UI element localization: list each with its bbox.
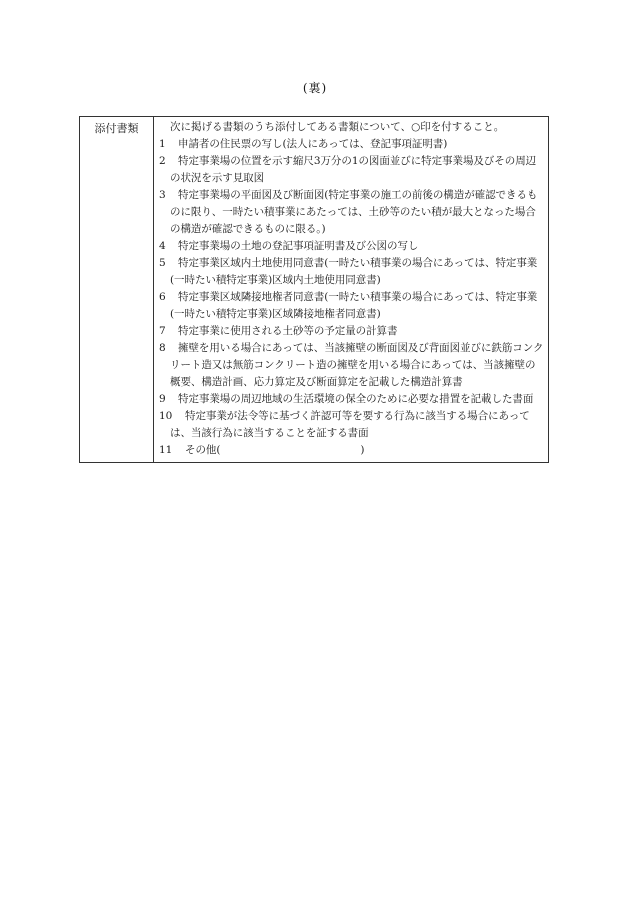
item-text: 特定事業場の周辺地域の生活環境の保全のために必要な措置を記載した書面 xyxy=(178,393,534,405)
item-number: 4 xyxy=(159,240,166,252)
attachment-item-11[interactable] xyxy=(159,442,545,459)
attachments-table xyxy=(79,116,549,463)
attachment-item-7[interactable] xyxy=(159,323,545,340)
item-text: 特定事業区域隣接地権者同意書(一時たい積事業の場合にあっては、特定事業(一時たい積特定事業)区域隣接地権者同意書) xyxy=(170,291,538,320)
item-text-other xyxy=(170,442,545,459)
item-text: 特定事業が法令等に基づく許認可等を要する行為に該当する場合にあっては、当該行為に該当することを証する書面 xyxy=(170,410,530,439)
attachments-label: 添付書類 xyxy=(80,117,154,463)
item-number: 7 xyxy=(159,325,166,337)
item-number: 11 xyxy=(159,444,173,456)
attachment-item-4[interactable] xyxy=(159,238,545,255)
item-number: 8 xyxy=(159,342,166,354)
attachment-item-6[interactable] xyxy=(159,289,545,323)
item-text: 特定事業場の土地の登記事項証明書及び公図の写し xyxy=(178,240,419,252)
item-number: 1 xyxy=(159,138,166,150)
item-number: 2 xyxy=(159,155,166,167)
other-close: ) xyxy=(360,444,365,456)
item-text: 特定事業区域内土地使用同意書(一時たい積事業の場合にあっては、特定事業(一時たい積特定事業)区域内土地使用同意書) xyxy=(170,257,538,286)
item-number: 6 xyxy=(159,291,166,303)
attachment-item-5[interactable] xyxy=(159,255,545,289)
attachment-item-1[interactable] xyxy=(159,136,545,153)
attachments-intro: 次に掲げる書類のうち添付してある書類について、○印を付すること。 xyxy=(170,121,505,133)
item-text: 特定事業場の平面図及び断面図(特定事業の施工の前後の構造が確認できるものに限り、一時たい積事業にあたっては、土砂等のたい積が最大となった場合の構造が確認できるものに限る。) xyxy=(170,189,538,235)
item-number: 5 xyxy=(159,257,166,269)
item-text: 擁壁を用いる場合にあっては、当該擁壁の断面図及び背面図並びに鉄筋コンクリート造又は無筋コンクリート造の擁壁を用いる場合にあっては、当該擁壁の概要、構造計画、応力算定及び断面算定を記載した構造計算書 xyxy=(170,342,544,388)
attachment-item-10[interactable] xyxy=(159,408,545,442)
item-number: 10 xyxy=(159,410,173,422)
other-open: その他( xyxy=(185,444,221,456)
attachment-item-2[interactable] xyxy=(159,153,545,187)
item-number: 9 xyxy=(159,393,166,405)
item-text: 申請者の住民票の写し(法人にあっては、登記事項証明書) xyxy=(178,138,448,150)
item-text: 特定事業に使用される土砂等の予定量の計算書 xyxy=(178,325,398,337)
attachments-content xyxy=(154,117,549,463)
attachment-item-8[interactable] xyxy=(159,340,545,391)
attachment-item-3[interactable] xyxy=(159,187,545,238)
page-heading: (裏) xyxy=(302,81,328,95)
item-text: 特定事業場の位置を示す縮尺3万分の1の図面並びに特定事業場及びその周辺の状況を示す見取図 xyxy=(170,155,537,184)
attachment-item-9[interactable] xyxy=(159,391,545,408)
item-number: 3 xyxy=(159,189,166,201)
